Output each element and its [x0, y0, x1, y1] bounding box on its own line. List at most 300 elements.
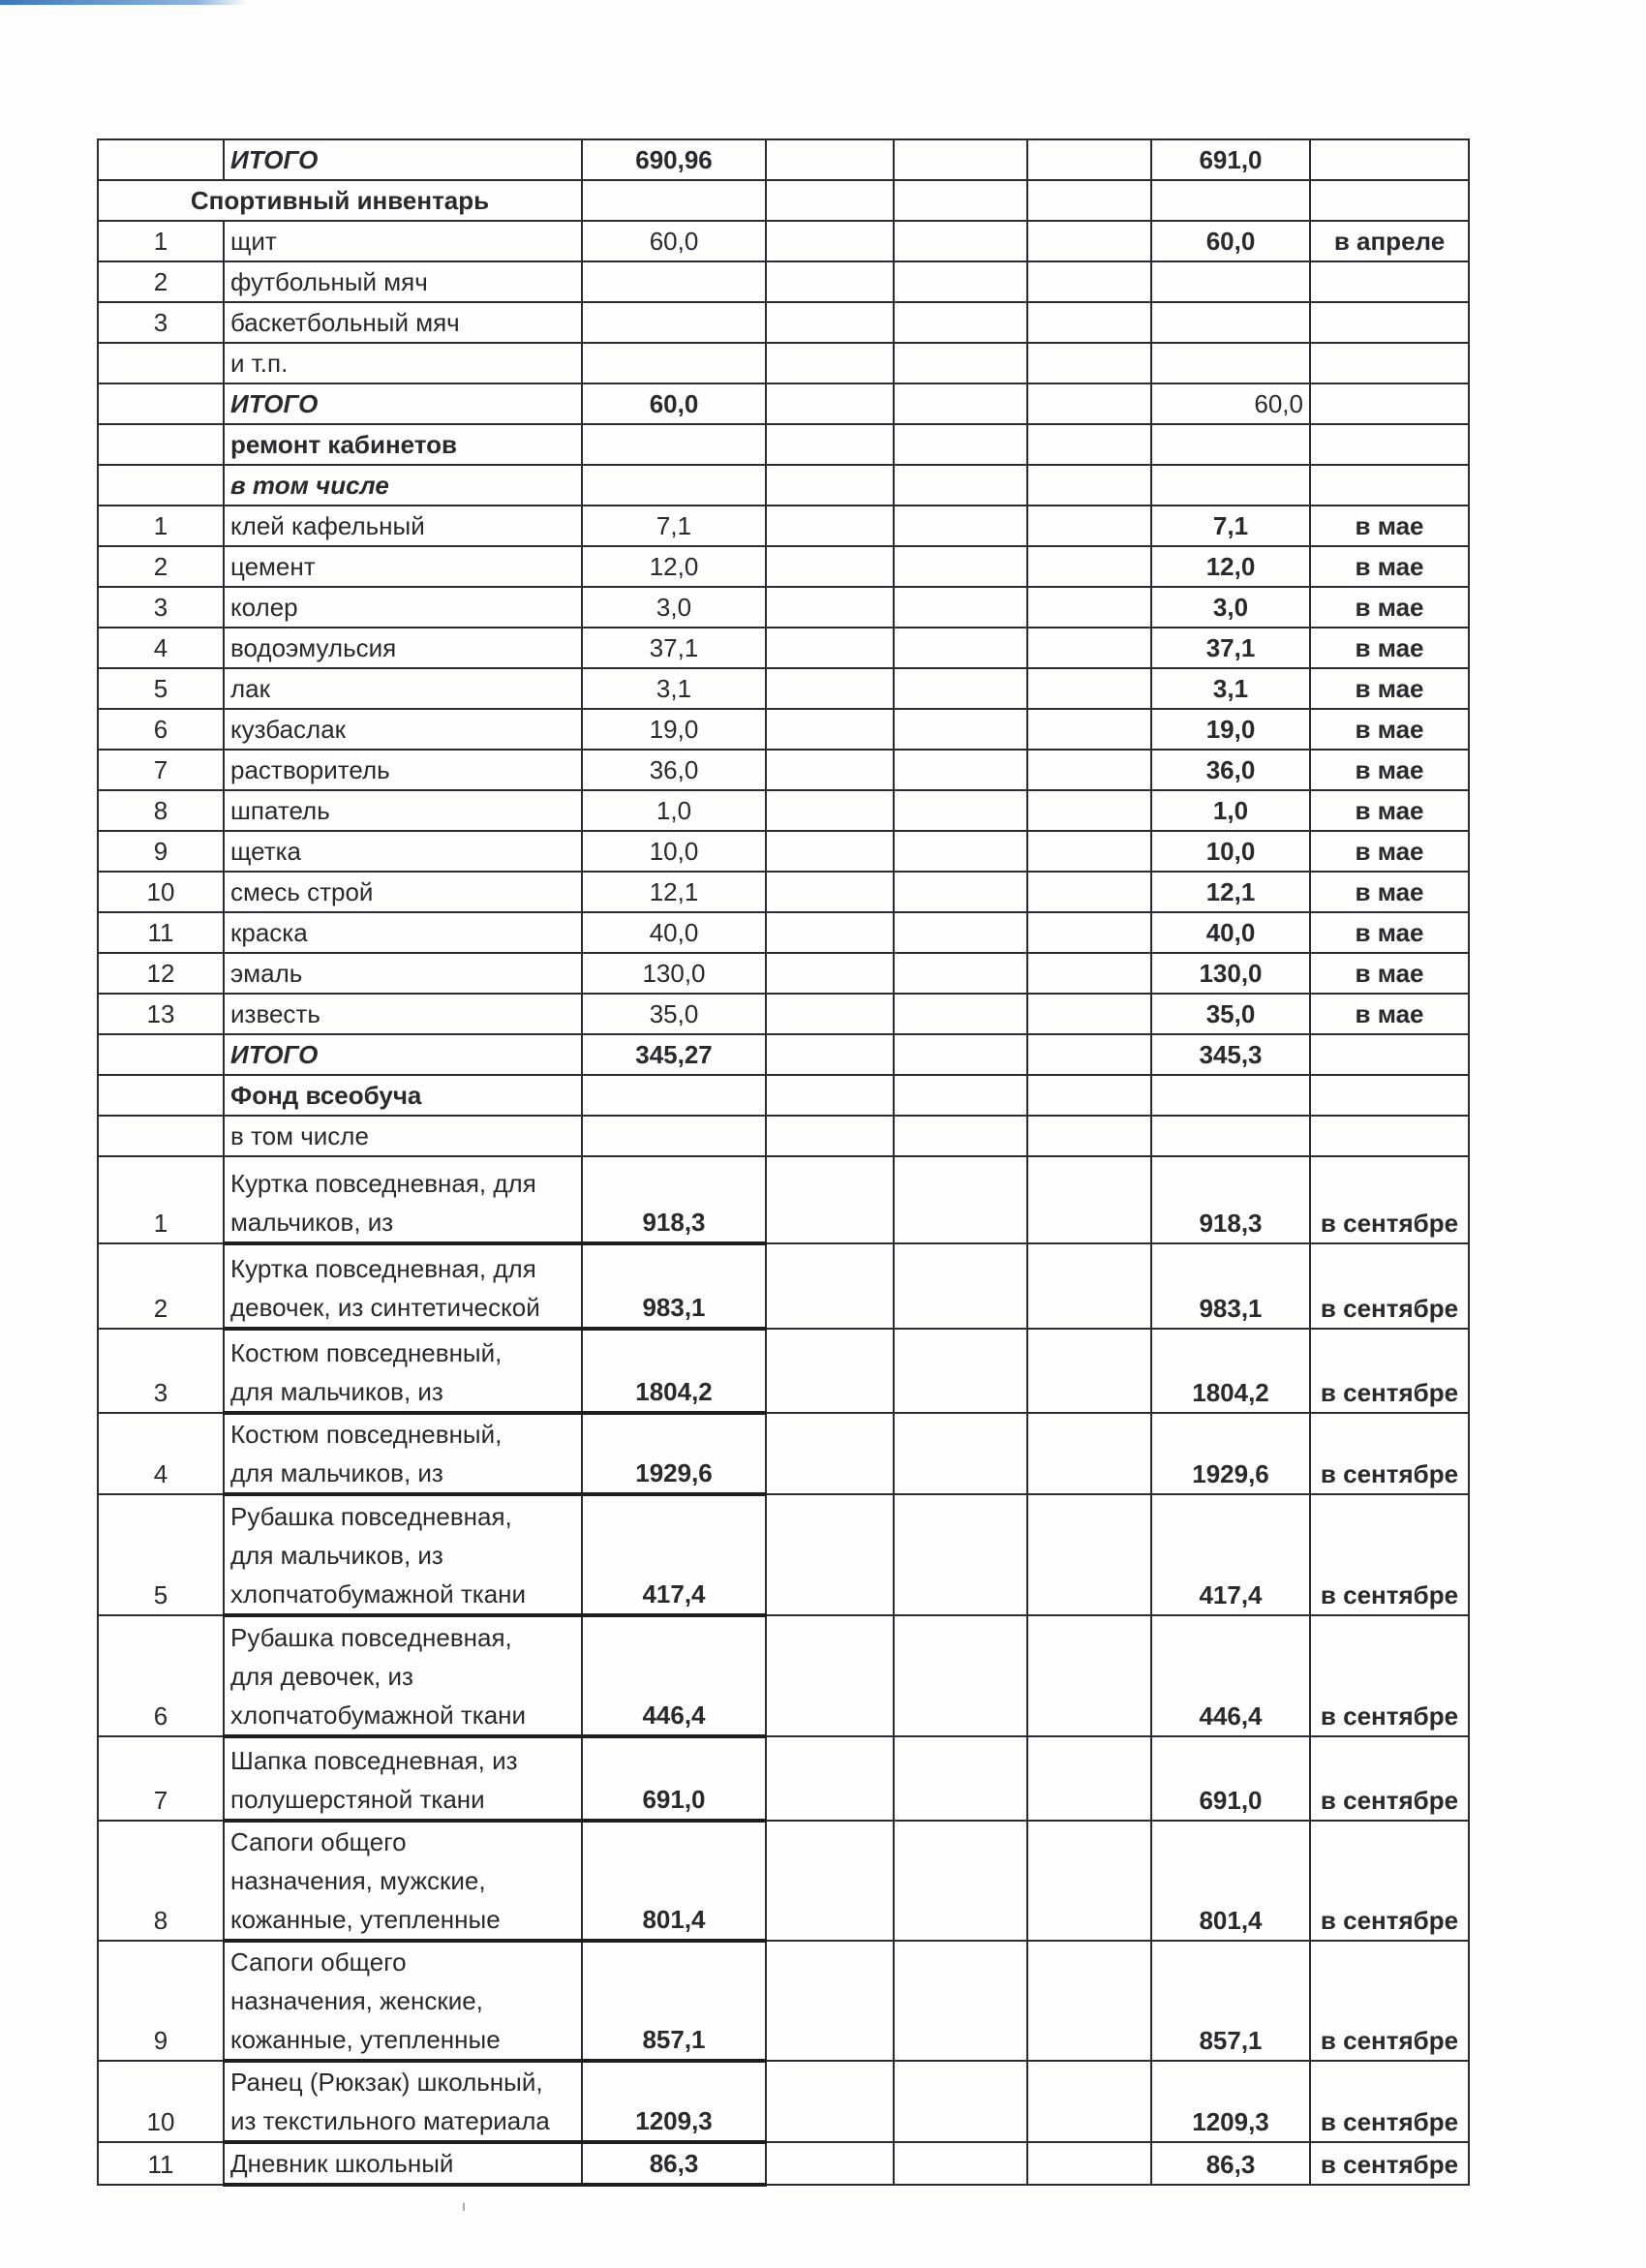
item-name	[224, 1329, 582, 1413]
item-name-line: Дневник школьный	[230, 2149, 454, 2178]
table-row	[98, 709, 1469, 750]
empty-cell	[894, 424, 1027, 465]
item-name-line: Ранец (Рюкзак) школьный,	[230, 2068, 543, 2097]
empty-cell	[894, 1156, 1027, 1243]
empty-cell	[1027, 1494, 1151, 1615]
planned-amount	[582, 1075, 766, 1116]
empty-cell	[766, 261, 894, 302]
item-name: щетка	[224, 831, 582, 872]
empty-cell	[894, 1243, 1027, 1329]
empty-cell	[894, 790, 1027, 831]
row-number	[98, 465, 224, 506]
table-row	[98, 1116, 1469, 1156]
planned-amount: 60,0	[582, 383, 766, 424]
planned-amount: 983,1	[582, 1243, 766, 1329]
empty-cell	[766, 465, 894, 506]
actual-amount: 12,0	[1151, 546, 1310, 587]
table-row	[98, 628, 1469, 668]
empty-cell	[766, 1941, 894, 2061]
item-name: растворитель	[224, 750, 582, 790]
planned-amount: 19,0	[582, 709, 766, 750]
empty-cell	[894, 261, 1027, 302]
empty-cell	[894, 221, 1027, 261]
item-name: клей кафельный	[224, 506, 582, 546]
planned-amount: 37,1	[582, 628, 766, 668]
item-name-line: Рубашка повседневная,	[230, 1502, 512, 1531]
empty-cell	[1027, 1116, 1151, 1156]
item-name	[224, 1243, 582, 1329]
row-number: 8	[98, 1821, 224, 1941]
empty-cell	[894, 1736, 1027, 1821]
actual-amount	[1151, 261, 1310, 302]
actual-amount	[1151, 465, 1310, 506]
item-name-line: Куртка повседневная, для	[230, 1169, 536, 1198]
actual-amount	[1151, 1116, 1310, 1156]
empty-cell	[766, 343, 894, 383]
empty-cell	[1027, 668, 1151, 709]
planned-amount: 857,1	[582, 1941, 766, 2061]
period	[1310, 261, 1469, 302]
row-number	[98, 139, 224, 180]
empty-cell	[894, 1821, 1027, 1941]
table-row	[98, 261, 1469, 302]
empty-cell	[894, 994, 1027, 1034]
row-number: 6	[98, 1615, 224, 1736]
actual-amount: 35,0	[1151, 994, 1310, 1034]
empty-cell	[894, 1075, 1027, 1116]
actual-amount: 3,1	[1151, 668, 1310, 709]
empty-cell	[894, 872, 1027, 912]
planned-amount: 130,0	[582, 953, 766, 994]
table-row	[98, 994, 1469, 1034]
period: в мае	[1310, 790, 1469, 831]
empty-cell	[1027, 2142, 1151, 2185]
period	[1310, 302, 1469, 343]
empty-cell	[766, 1329, 894, 1413]
row-number: 2	[98, 261, 224, 302]
table-row	[98, 668, 1469, 709]
row-number: 1	[98, 506, 224, 546]
empty-cell	[1027, 1941, 1151, 2061]
empty-cell	[766, 953, 894, 994]
row-number: 2	[98, 546, 224, 587]
empty-cell	[766, 2061, 894, 2142]
item-name-line: кожанные, утепленные	[230, 1905, 501, 1934]
empty-cell	[766, 587, 894, 628]
item-name: и т.п.	[224, 343, 582, 383]
item-name: известь	[224, 994, 582, 1034]
planned-amount: 12,0	[582, 546, 766, 587]
empty-cell	[766, 383, 894, 424]
period: в мае	[1310, 506, 1469, 546]
planned-amount	[582, 465, 766, 506]
item-name	[224, 1413, 582, 1494]
item-name-line: Костюм повседневный,	[230, 1338, 503, 1367]
actual-amount: 86,3	[1151, 2142, 1310, 2185]
item-name: в том числе	[224, 1116, 582, 1156]
empty-cell	[1151, 180, 1310, 221]
empty-cell	[894, 831, 1027, 872]
period: в сентябре	[1310, 1615, 1469, 1736]
row-number: 10	[98, 2061, 224, 2142]
planned-amount: 3,0	[582, 587, 766, 628]
empty-cell	[1027, 1075, 1151, 1116]
row-number	[98, 343, 224, 383]
item-name: эмаль	[224, 953, 582, 994]
planned-amount: 60,0	[582, 221, 766, 261]
actual-amount: 130,0	[1151, 953, 1310, 994]
row-number	[98, 424, 224, 465]
planned-amount: 7,1	[582, 506, 766, 546]
table-row	[98, 506, 1469, 546]
planned-amount: 446,4	[582, 1615, 766, 1736]
empty-cell	[766, 2142, 894, 2185]
table-row	[98, 953, 1469, 994]
empty-cell	[766, 1075, 894, 1116]
row-number	[98, 383, 224, 424]
planned-amount: 417,4	[582, 1494, 766, 1615]
item-name-line: для девочек, из	[230, 1662, 413, 1691]
empty-cell	[766, 180, 894, 221]
empty-cell	[766, 628, 894, 668]
period: в сентябре	[1310, 2142, 1469, 2185]
section-title: Спортивный инвентарь	[98, 180, 582, 221]
item-name-line: Костюм повседневный,	[230, 1420, 503, 1449]
actual-amount: 40,0	[1151, 912, 1310, 953]
empty-cell	[766, 506, 894, 546]
actual-amount: 36,0	[1151, 750, 1310, 790]
period: в мае	[1310, 872, 1469, 912]
actual-amount	[1151, 1075, 1310, 1116]
actual-amount	[1151, 302, 1310, 343]
empty-cell	[766, 1156, 894, 1243]
item-name: в том числе	[224, 465, 582, 506]
empty-cell	[1027, 506, 1151, 546]
table-row	[98, 1736, 1469, 1821]
empty-cell	[766, 1821, 894, 1941]
actual-amount: 1209,3	[1151, 2061, 1310, 2142]
table-row	[98, 1075, 1469, 1116]
empty-cell	[766, 1413, 894, 1494]
planned-amount	[582, 261, 766, 302]
table-row	[98, 1413, 1469, 1494]
empty-cell	[894, 912, 1027, 953]
row-number: 12	[98, 953, 224, 994]
planned-amount: 691,0	[582, 1736, 766, 1821]
row-number: 7	[98, 750, 224, 790]
period: в сентябре	[1310, 1941, 1469, 2061]
empty-cell	[1027, 1243, 1151, 1329]
item-name-line: хлопчатобумажной ткани	[230, 1579, 527, 1609]
period: в мае	[1310, 587, 1469, 628]
empty-cell	[894, 668, 1027, 709]
table-row	[98, 383, 1469, 424]
actual-amount: 10,0	[1151, 831, 1310, 872]
item-name: ремонт кабинетов	[224, 424, 582, 465]
empty-cell	[894, 139, 1027, 180]
empty-cell	[894, 465, 1027, 506]
empty-cell	[766, 424, 894, 465]
empty-cell	[766, 1034, 894, 1075]
table-row	[98, 424, 1469, 465]
actual-amount: 446,4	[1151, 1615, 1310, 1736]
actual-amount: 857,1	[1151, 1941, 1310, 2061]
actual-amount: 37,1	[1151, 628, 1310, 668]
table-row	[98, 790, 1469, 831]
planned-amount: 1209,3	[582, 2061, 766, 2142]
empty-cell	[1027, 2061, 1151, 2142]
actual-amount: 7,1	[1151, 506, 1310, 546]
planned-amount: 12,1	[582, 872, 766, 912]
empty-cell	[894, 180, 1027, 221]
item-name: водоэмульсия	[224, 628, 582, 668]
actual-amount: 1804,2	[1151, 1329, 1310, 1413]
empty-cell	[1027, 1329, 1151, 1413]
empty-cell	[894, 587, 1027, 628]
period: в сентябре	[1310, 2061, 1469, 2142]
table-row	[98, 1615, 1469, 1736]
empty-cell	[894, 1941, 1027, 2061]
planned-amount	[582, 1116, 766, 1156]
empty-cell	[766, 790, 894, 831]
empty-cell	[766, 302, 894, 343]
empty-cell	[1027, 465, 1151, 506]
empty-cell	[1027, 261, 1151, 302]
table-row	[98, 1034, 1469, 1075]
item-name-line: для мальчиков, из	[230, 1458, 443, 1487]
period: в сентябре	[1310, 1329, 1469, 1413]
period	[1310, 1116, 1469, 1156]
item-name	[224, 1615, 582, 1736]
row-number: 10	[98, 872, 224, 912]
planned-amount	[582, 302, 766, 343]
table-row	[98, 872, 1469, 912]
table-row	[98, 1156, 1469, 1243]
row-number: 7	[98, 1736, 224, 1821]
empty-cell	[1027, 750, 1151, 790]
period: в мае	[1310, 709, 1469, 750]
item-name: смесь строй	[224, 872, 582, 912]
period	[1310, 1034, 1469, 1075]
period: в сентябре	[1310, 1736, 1469, 1821]
row-number: 6	[98, 709, 224, 750]
empty-cell	[894, 709, 1027, 750]
actual-amount: 983,1	[1151, 1243, 1310, 1329]
planned-amount: 40,0	[582, 912, 766, 953]
row-number: 3	[98, 587, 224, 628]
empty-cell	[1027, 1413, 1151, 1494]
item-name	[224, 2061, 582, 2142]
empty-cell	[766, 668, 894, 709]
row-number: 11	[98, 912, 224, 953]
empty-cell	[582, 180, 766, 221]
period	[1310, 139, 1469, 180]
empty-cell	[894, 1034, 1027, 1075]
empty-cell	[1027, 628, 1151, 668]
table-row	[98, 912, 1469, 953]
empty-cell	[894, 2061, 1027, 2142]
row-number: 11	[98, 2142, 224, 2185]
empty-cell	[1027, 221, 1151, 261]
item-name-line: Сапоги общего	[230, 1947, 407, 1977]
empty-cell	[894, 546, 1027, 587]
row-number	[98, 1116, 224, 1156]
empty-cell	[894, 506, 1027, 546]
empty-cell	[1027, 139, 1151, 180]
item-name: цемент	[224, 546, 582, 587]
table-row	[98, 1494, 1469, 1615]
actual-amount: 60,0	[1151, 383, 1310, 424]
planned-amount: 86,3	[582, 2142, 766, 2185]
table-row	[98, 139, 1469, 180]
item-name-line: мальчиков, из	[230, 1208, 394, 1237]
table-row	[98, 750, 1469, 790]
empty-cell	[1027, 546, 1151, 587]
planned-amount: 918,3	[582, 1156, 766, 1243]
empty-cell	[1027, 994, 1151, 1034]
empty-cell	[766, 994, 894, 1034]
row-number: 5	[98, 668, 224, 709]
empty-cell	[1027, 1615, 1151, 1736]
period	[1310, 1075, 1469, 1116]
period: в мае	[1310, 831, 1469, 872]
planned-amount: 1929,6	[582, 1413, 766, 1494]
item-name: Фонд всеобуча	[224, 1075, 582, 1116]
empty-cell	[766, 872, 894, 912]
empty-cell	[766, 831, 894, 872]
row-number: 1	[98, 1156, 224, 1243]
empty-cell	[1027, 587, 1151, 628]
period	[1310, 465, 1469, 506]
item-name-line: полушерстяной ткани	[230, 1785, 485, 1814]
empty-cell	[894, 343, 1027, 383]
item-name	[224, 1494, 582, 1615]
empty-cell	[766, 1243, 894, 1329]
empty-cell	[1027, 1156, 1151, 1243]
empty-cell	[1027, 872, 1151, 912]
table-row	[98, 343, 1469, 383]
item-name-line: Шапка повседневная, из	[230, 1746, 518, 1775]
total-label: ИТОГО	[224, 383, 582, 424]
actual-amount: 918,3	[1151, 1156, 1310, 1243]
empty-cell	[766, 221, 894, 261]
planned-amount: 35,0	[582, 994, 766, 1034]
actual-amount	[1151, 424, 1310, 465]
actual-amount: 1,0	[1151, 790, 1310, 831]
period	[1310, 424, 1469, 465]
period: в сентябре	[1310, 1156, 1469, 1243]
empty-cell	[1027, 831, 1151, 872]
row-number: 9	[98, 831, 224, 872]
actual-amount: 3,0	[1151, 587, 1310, 628]
item-name	[224, 1736, 582, 1821]
item-name-line: назначения, мужские,	[230, 1866, 486, 1895]
item-name-line: хлопчатобумажной ткани	[230, 1701, 527, 1730]
table-row	[98, 1821, 1469, 1941]
planned-amount: 3,1	[582, 668, 766, 709]
row-number: 5	[98, 1494, 224, 1615]
period: в сентябре	[1310, 1413, 1469, 1494]
actual-amount: 1929,6	[1151, 1413, 1310, 1494]
item-name-line: Сапоги общего	[230, 1827, 407, 1856]
empty-cell	[766, 546, 894, 587]
table-row	[98, 546, 1469, 587]
row-number: 13	[98, 994, 224, 1034]
actual-amount: 19,0	[1151, 709, 1310, 750]
item-name-line: Рубашка повседневная,	[230, 1623, 512, 1652]
empty-cell	[894, 628, 1027, 668]
item-name-line: для мальчиков, из	[230, 1541, 443, 1570]
item-name: лак	[224, 668, 582, 709]
actual-amount: 417,4	[1151, 1494, 1310, 1615]
planned-amount	[582, 343, 766, 383]
row-number: 3	[98, 1329, 224, 1413]
item-name: щит	[224, 221, 582, 261]
empty-cell	[1027, 424, 1151, 465]
row-number: 4	[98, 628, 224, 668]
period: в мае	[1310, 953, 1469, 994]
planned-amount: 345,27	[582, 1034, 766, 1075]
total-label: ИТОГО	[224, 139, 582, 180]
period: в сентябре	[1310, 1821, 1469, 1941]
empty-cell	[1027, 1821, 1151, 1941]
empty-cell	[1027, 1034, 1151, 1075]
scan-speck	[463, 2203, 465, 2211]
empty-cell	[766, 1615, 894, 1736]
planned-amount	[582, 424, 766, 465]
period: в мае	[1310, 912, 1469, 953]
planned-amount: 10,0	[582, 831, 766, 872]
empty-cell	[766, 912, 894, 953]
item-name-line: назначения, женские,	[230, 1986, 483, 2015]
item-name: колер	[224, 587, 582, 628]
empty-cell	[766, 1116, 894, 1156]
item-name: футбольный мяч	[224, 261, 582, 302]
table-row	[98, 221, 1469, 261]
row-number: 1	[98, 221, 224, 261]
actual-amount: 12,1	[1151, 872, 1310, 912]
period: в мае	[1310, 994, 1469, 1034]
table-row	[98, 831, 1469, 872]
empty-cell	[1027, 180, 1151, 221]
item-name	[224, 1156, 582, 1243]
empty-cell	[894, 1329, 1027, 1413]
row-number: 9	[98, 1941, 224, 2061]
item-name-line: Куртка повседневная, для	[230, 1254, 536, 1283]
empty-cell	[1027, 953, 1151, 994]
item-name: баскетбольный мяч	[224, 302, 582, 343]
empty-cell	[894, 1116, 1027, 1156]
empty-cell	[894, 302, 1027, 343]
row-number: 3	[98, 302, 224, 343]
item-name: шпатель	[224, 790, 582, 831]
empty-cell	[1027, 302, 1151, 343]
period: в сентябре	[1310, 1243, 1469, 1329]
table-row	[98, 1941, 1469, 2061]
item-name-line: из текстильного материала	[230, 2106, 550, 2135]
period: в мае	[1310, 668, 1469, 709]
empty-cell	[894, 750, 1027, 790]
period: в мае	[1310, 628, 1469, 668]
empty-cell	[894, 953, 1027, 994]
empty-cell	[1027, 790, 1151, 831]
period: в мае	[1310, 546, 1469, 587]
empty-cell	[1027, 912, 1151, 953]
empty-cell	[894, 2142, 1027, 2185]
period	[1310, 343, 1469, 383]
empty-cell	[1027, 1736, 1151, 1821]
item-name: краска	[224, 912, 582, 953]
